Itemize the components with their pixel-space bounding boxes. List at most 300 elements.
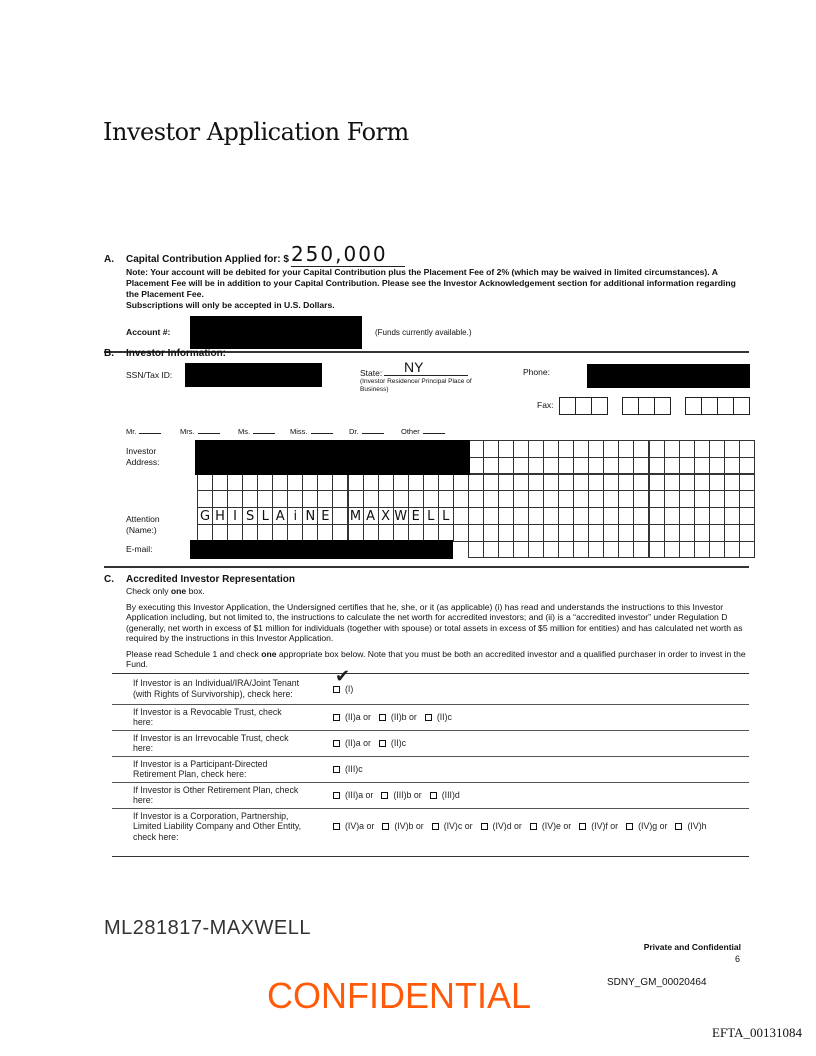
address-cell[interactable] [603,490,619,508]
check-only-bold: one [170,586,187,596]
address-cell[interactable] [423,490,439,508]
option-checkbox[interactable] [432,820,473,832]
address-cell[interactable] [724,490,740,508]
address-cell[interactable] [543,490,559,508]
address-cell[interactable] [513,440,529,458]
address-cell[interactable] [603,524,619,542]
address-cell[interactable] [528,457,544,475]
option-checkbox[interactable] [579,820,618,832]
investor-type-row [112,730,749,756]
address-cell[interactable] [694,490,710,508]
address-cell[interactable] [528,541,544,559]
fax-digit-box[interactable] [559,397,576,415]
address-cell[interactable] [679,474,695,492]
option-checkbox[interactable] [333,820,374,832]
address-cell[interactable] [724,541,740,559]
address-cell[interactable] [558,524,574,542]
fax-digit-box[interactable] [701,397,718,415]
ssn-redacted [185,363,322,387]
address-cell[interactable] [513,490,529,508]
checkbox-icon[interactable] [430,792,437,799]
address-cell[interactable] [573,524,589,542]
schedule-pre: Please read Schedule 1 and check [126,648,262,659]
address-cell[interactable] [302,474,318,492]
address-cell[interactable] [453,490,469,508]
option-label: (III)a or [345,790,374,800]
address-cell[interactable] [242,474,258,492]
attention-cell[interactable] [332,507,348,525]
attention-cell[interactable]: W [394,509,408,525]
address-cell[interactable] [227,474,243,492]
salutation-blank[interactable] [362,433,384,434]
address-cell[interactable] [664,490,680,508]
address-cell[interactable] [618,490,634,508]
address-cell[interactable] [468,541,484,559]
salutation-option[interactable] [126,426,161,437]
address-cell[interactable] [197,490,213,508]
address-cell[interactable] [664,474,680,492]
attention-cell[interactable] [513,507,529,525]
attention-cell[interactable]: N [302,507,318,525]
section-b-letter: B. [104,348,114,359]
attention-cell[interactable] [709,507,725,525]
attention-cell[interactable] [739,507,755,525]
address-cell[interactable] [618,440,634,458]
option-checkbox[interactable] [430,789,460,801]
salutation-option[interactable] [290,426,333,437]
address-cell[interactable] [679,457,695,475]
attention-cell[interactable]: L [257,507,273,525]
address-cell[interactable] [588,440,604,458]
address-cell[interactable] [543,541,559,559]
checkbox-icon[interactable] [481,823,488,830]
checkbox-icon[interactable] [333,686,340,693]
salutation-blank[interactable] [311,433,333,434]
investor-type-options [312,665,749,695]
attention-cell[interactable]: X [378,507,394,525]
option-label: (I) [345,683,354,694]
section-a-letter: A. [104,254,114,265]
option-checkbox[interactable] [379,711,417,723]
schedule-bold: one [261,648,277,659]
attention-cell[interactable]: I [227,507,243,525]
address-cell[interactable] [709,457,725,475]
address-cell[interactable] [709,490,725,508]
address-cell[interactable] [664,524,680,542]
address-cell[interactable] [558,490,574,508]
attention-cell[interactable]: L [423,507,439,525]
attention-cell[interactable] [558,507,574,525]
address-cell[interactable] [573,490,589,508]
address-cell[interactable] [588,490,604,508]
attention-cell[interactable]: A [363,507,379,525]
option-checkbox[interactable] [333,665,354,695]
fax-digit-box[interactable] [591,397,608,415]
address-cell[interactable] [603,541,619,559]
address-cell[interactable] [649,457,665,475]
salutation-label: Ms. [238,427,251,436]
address-cell[interactable] [603,457,619,475]
address-cell[interactable] [363,474,379,492]
checkbox-icon[interactable] [530,823,537,830]
attention-cell[interactable] [453,507,469,525]
address-cell[interactable] [618,524,634,542]
address-cell[interactable] [709,541,725,559]
address-cell[interactable] [498,474,514,492]
option-checkbox[interactable] [333,789,373,801]
salutation-option[interactable] [180,426,220,437]
checkbox-icon[interactable] [579,823,586,830]
attention-cell[interactable] [679,507,695,525]
address-cell[interactable] [242,490,258,508]
address-cell[interactable] [393,490,409,508]
address-cell[interactable] [348,474,364,492]
address-cell[interactable] [543,457,559,475]
fax-digit-box[interactable] [717,397,734,415]
address-cell[interactable] [603,440,619,458]
check-only-pre: Check only [126,586,171,596]
address-cell[interactable] [558,474,574,492]
address-cell[interactable] [709,440,725,458]
address-cell[interactable] [588,524,604,542]
attention-cell[interactable]: M [348,507,364,525]
address-cell[interactable] [483,474,499,492]
attention-cell[interactable] [498,507,514,525]
fax-digit-box[interactable] [733,397,750,415]
address-cell[interactable] [633,440,649,458]
address-cell[interactable] [257,490,273,508]
address-cell[interactable] [513,457,529,475]
address-cell[interactable] [483,524,499,542]
address-cell[interactable] [498,541,514,559]
address-cell[interactable] [408,490,424,508]
attention-cell[interactable] [618,507,634,525]
address-cell[interactable] [287,474,303,492]
address-cell[interactable] [739,524,755,542]
address-cell[interactable] [483,457,499,475]
address-cell[interactable] [618,457,634,475]
address-cell[interactable] [498,490,514,508]
option-checkbox[interactable] [379,737,406,749]
investor-type-label: If Investor is a Revocable Trust, check here: [133,706,282,727]
address-cell[interactable] [558,541,574,559]
address-label: Investor Address: [126,446,160,467]
option-checkbox[interactable] [530,820,571,832]
address-cell[interactable] [724,457,740,475]
address-cell[interactable] [212,490,228,508]
checkbox-icon[interactable] [626,823,633,830]
address-cell[interactable] [272,474,288,492]
checkbox-icon[interactable] [379,714,386,721]
attention-cell[interactable] [573,507,589,525]
fax-digit-box[interactable] [685,397,702,415]
confidential-stamp: CONFIDENTIAL [267,975,532,1016]
address-cell[interactable] [633,490,649,508]
address-cell[interactable] [513,524,529,542]
address-cell[interactable] [498,524,514,542]
address-cell[interactable] [679,490,695,508]
attention-cell[interactable] [468,507,484,525]
checkbox-icon[interactable] [333,740,340,747]
efta-number: EFTA_00131084 [712,1025,802,1040]
attention-cell[interactable] [633,507,649,525]
salutation-blank[interactable] [139,433,161,434]
option-checkbox[interactable] [381,789,421,801]
address-cell[interactable] [498,440,514,458]
address-cell[interactable] [197,474,213,492]
address-cell[interactable] [633,474,649,492]
divider [104,566,749,568]
investor-type-row-individual [112,665,749,704]
address-cell[interactable] [332,474,348,492]
option-checkbox[interactable] [333,711,371,723]
address-cell[interactable] [618,474,634,492]
address-cell[interactable] [694,524,710,542]
address-cell[interactable] [438,474,454,492]
option-label: (IV)a or [345,821,375,832]
attention-cell[interactable]: G [197,507,213,525]
certification-paragraph: By executing this Investor Application, the Undersigned certifies that he, she, or it (as applicable) (i) has read and understands the instructions to this Investor Application including, but not limited to, the instructions to calculate the net worth for accredited investors; and (ii) is a “accredited investor” under Regulation D (generally, net worth in excess of $1 million for individuals (together with spouse) or total assets in excess of $5 million for entities) and has calculated net worth as required by the instructions in this Investor Application. [126,601,743,643]
address-cell[interactable] [633,524,649,542]
fax-digit-box[interactable] [654,397,671,415]
salutation-blank[interactable] [253,433,275,434]
address-cell[interactable] [498,457,514,475]
investor-type-options [312,789,749,801]
attention-cell[interactable]: L [438,507,454,525]
attention-cell[interactable] [694,507,710,525]
address-cell[interactable] [513,541,529,559]
address-cell[interactable] [679,440,695,458]
address-cell[interactable] [363,490,379,508]
address-cell[interactable] [453,474,469,492]
checkbox-icon[interactable] [381,792,388,799]
address-cell[interactable] [739,490,755,508]
investor-type-row [112,782,749,808]
attention-cell[interactable]: E [317,507,333,525]
checkbox-icon[interactable] [382,823,389,830]
address-cell[interactable] [513,474,529,492]
capital-contribution-amount[interactable]: 250,000 [291,243,405,267]
address-cell[interactable] [468,440,484,458]
address-cell[interactable] [528,524,544,542]
accredited-heading: Accredited Investor Representation [126,574,295,585]
address-cell[interactable] [588,474,604,492]
attention-cell[interactable] [649,507,665,525]
address-cell[interactable] [649,524,665,542]
option-checkbox[interactable] [481,820,522,832]
attention-cell[interactable] [543,507,559,525]
option-label: (II)c [436,712,452,722]
address-cell[interactable] [558,440,574,458]
address-cell[interactable] [468,490,484,508]
address-cell[interactable] [739,541,755,559]
address-cell[interactable] [483,541,499,559]
fax-label: Fax: [537,400,554,410]
capital-contribution-label: Capital Contribution Applied for: $ [126,254,289,265]
checkbox-icon[interactable] [333,714,340,721]
address-cell[interactable] [739,457,755,475]
attention-cell[interactable] [528,507,544,525]
option-checkbox[interactable] [675,820,706,832]
address-cell[interactable] [664,541,680,559]
option-label: (IV)c or [443,821,473,832]
address-cell[interactable] [573,440,589,458]
address-cell[interactable] [408,474,424,492]
address-cell[interactable] [709,474,725,492]
address-cell[interactable] [483,440,499,458]
address-cell[interactable] [679,541,695,559]
address-cell[interactable] [573,457,589,475]
checkbox-icon[interactable] [432,823,439,830]
attention-cell[interactable]: i [287,507,303,525]
address-cell[interactable] [664,440,680,458]
address-cell[interactable] [528,474,544,492]
address-cell[interactable] [528,490,544,508]
account-number-redacted [190,316,362,349]
salutation-option[interactable] [401,426,445,437]
address-cell[interactable] [558,457,574,475]
checkbox-icon[interactable] [333,766,340,773]
fax-digit-box[interactable] [622,397,639,415]
attention-cell[interactable]: E [408,507,424,525]
address-cell[interactable] [588,541,604,559]
account-row [126,316,749,349]
address-cell[interactable] [212,474,228,492]
checkbox-icon[interactable] [675,823,682,830]
address-cell[interactable] [694,541,710,559]
address-cell[interactable] [649,490,665,508]
address-cell[interactable] [603,474,619,492]
address-cell[interactable] [573,541,589,559]
address-cell[interactable] [302,490,318,508]
address-cell[interactable] [649,474,665,492]
account-label: Account #: [126,327,171,337]
attention-cell[interactable]: A [272,507,288,525]
address-cell[interactable] [573,474,589,492]
page-number: 6 [734,954,740,964]
address-cell[interactable] [423,474,439,492]
address-cell[interactable] [739,440,755,458]
address-cell[interactable] [694,474,710,492]
address-cell[interactable] [438,490,454,508]
address-cell[interactable] [543,474,559,492]
attention-cell[interactable] [664,507,680,525]
address-cell[interactable] [724,474,740,492]
address-cell[interactable] [317,474,333,492]
fax-digit-box[interactable] [575,397,592,415]
option-label: (IV)g or [638,821,668,832]
salutation-option[interactable] [238,426,275,437]
address-cell[interactable] [739,474,755,492]
address-cell[interactable] [649,541,665,559]
address-cell[interactable] [649,440,665,458]
usd-note: Subscriptions will only be accepted in U.S. Dollars. [126,300,335,310]
address-cell[interactable] [483,490,499,508]
address-cell[interactable] [588,457,604,475]
option-label: (IV)d or [492,821,522,832]
salutation-option[interactable] [349,426,384,437]
address-cell[interactable] [453,524,469,542]
option-label: (IV)h [687,821,707,832]
attention-cell[interactable]: S [242,507,258,525]
address-cell[interactable] [287,490,303,508]
address-cell[interactable] [332,490,348,508]
checkbox-icon[interactable] [379,740,386,747]
investor-type-options [312,820,749,832]
attention-cell[interactable] [588,507,604,525]
attention-cell[interactable] [724,507,740,525]
attention-label: Attention (Name:) [126,514,160,535]
investor-type-row [112,756,749,782]
address-cell[interactable] [468,474,484,492]
fax-digit-box[interactable] [638,397,655,415]
checkbox-icon[interactable] [333,792,340,799]
checkbox-icon[interactable] [425,714,432,721]
attention-cell[interactable] [603,507,619,525]
address-cell[interactable] [468,457,484,475]
option-label: (IV)b or [394,821,424,832]
investor-type-row [112,808,749,845]
check-only-post: box. [186,586,205,596]
address-cell[interactable] [378,490,394,508]
address-cell[interactable] [393,474,409,492]
option-checkbox[interactable] [333,737,371,749]
salutation-blank[interactable] [198,433,220,434]
state-value[interactable]: NY [384,359,468,376]
address-cell[interactable] [633,541,649,559]
address-redacted [195,440,470,475]
address-cell[interactable] [378,474,394,492]
investor-type-options [312,763,749,775]
option-checkbox[interactable] [382,820,423,832]
address-cell[interactable] [348,490,364,508]
address-cell[interactable] [724,440,740,458]
attention-cell[interactable]: H [212,507,228,525]
address-cell[interactable] [543,524,559,542]
address-cell[interactable] [694,440,710,458]
address-cell[interactable] [679,524,695,542]
address-cell[interactable] [468,524,484,542]
option-label: (II)c [390,738,407,748]
address-cell[interactable] [543,440,559,458]
phone-label: Phone: [523,367,550,377]
address-cell[interactable] [664,457,680,475]
address-cell[interactable] [272,490,288,508]
option-label: (III)d [441,790,460,800]
checkmark-icon: ✔ [335,665,351,687]
address-cell[interactable] [633,457,649,475]
checkbox-icon[interactable] [333,823,340,830]
private-confidential: Private and Confidential [643,942,741,952]
salutation-blank[interactable] [423,433,445,434]
address-cell[interactable] [317,490,333,508]
address-cell[interactable] [528,440,544,458]
salutation-label: Miss. [290,427,308,436]
option-checkbox[interactable] [626,820,667,832]
address-cell[interactable] [227,490,243,508]
option-checkbox[interactable] [333,763,363,775]
attention-cell[interactable] [483,507,499,525]
address-cell[interactable] [618,541,634,559]
option-checkbox[interactable] [425,711,452,723]
investor-type-label: If Investor is Other Retirement Plan, check here: [133,784,299,805]
address-cell[interactable] [694,457,710,475]
address-cell[interactable] [709,524,725,542]
address-cell[interactable] [724,524,740,542]
address-cell[interactable] [257,474,273,492]
investor-type-options [312,737,749,749]
state-label: State: [360,368,383,378]
